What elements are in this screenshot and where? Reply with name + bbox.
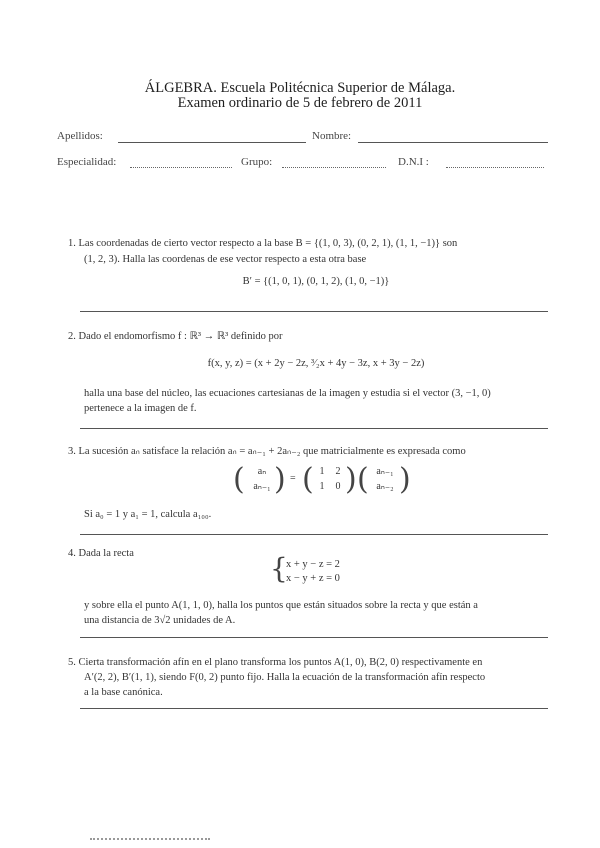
question-2-divider xyxy=(80,428,548,429)
question-3-line-1: 3. La sucesión aₙ satisface la relación aₙ = aₙ₋₁ + 2aₙ₋₂ que matricialmente es expresada como xyxy=(68,446,466,457)
especialidad-label: Especialidad: xyxy=(57,156,117,168)
rhs-top: aₙ₋₁ xyxy=(376,466,394,477)
dni-label: D.N.I : xyxy=(398,156,429,168)
left-paren-3: ( xyxy=(357,462,369,497)
question-1-line-2: (1, 2, 3). Halla las coordenas de ese vector respecto a esta otra base xyxy=(84,254,367,265)
equals-sign: = xyxy=(290,473,296,484)
question-1-formula: B′ = {(1, 0, 1), (0, 1, 2), (1, 0, −1)} xyxy=(242,276,390,287)
exam-title: ÁLGEBRA. Escuela Politécnica Superior de Málaga. xyxy=(144,80,456,96)
question-3-line-2: Si a₀ = 1 y a₁ = 1, calcula a₁₀₀. xyxy=(84,509,212,520)
matrix-cell-21: 1 xyxy=(319,481,325,492)
matrix-cell-12: 2 xyxy=(335,466,341,477)
question-5-line-2: A′(2, 2), B′(1, 1), siendo F(0, 2) punto fijo. Halla la ecuación de la transformación afín respecto xyxy=(84,672,486,683)
especialidad-field[interactable] xyxy=(130,167,232,168)
system-brace: { xyxy=(270,552,288,585)
dni-field[interactable] xyxy=(446,167,544,168)
footer-scan-artifact xyxy=(90,838,210,840)
question-5-divider xyxy=(80,708,548,709)
nombre-label: Nombre: xyxy=(312,130,352,142)
left-paren-2: ( xyxy=(302,462,314,497)
question-4-divider xyxy=(80,637,548,638)
question-1-line-1: 1. Las coordenadas de cierto vector respecto a la base B = {(1, 0, 3), (0, 2, 1), (1, 1, −1)} son xyxy=(68,238,458,249)
system-equation-2: x − y + z = 0 xyxy=(286,573,340,584)
question-3-divider xyxy=(80,534,548,535)
matrix-cell-22: 0 xyxy=(335,481,341,492)
system-equation-1: x + y − z = 2 xyxy=(286,559,340,570)
question-2-line-2: halla una base del núcleo, las ecuaciones cartesianas de la imagen y estudia si el vector (3, −1, 0) xyxy=(84,388,491,399)
grupo-field[interactable] xyxy=(282,167,386,168)
right-paren-3: ) xyxy=(399,462,411,497)
right-paren-1: ) xyxy=(274,462,286,497)
question-1-divider xyxy=(80,311,548,312)
apellidos-label: Apellidos: xyxy=(57,130,103,142)
exam-subtitle: Examen ordinario de 5 de febrero de 2011 xyxy=(177,95,423,111)
lhs-bottom: aₙ₋₁ xyxy=(253,481,271,492)
left-paren-1: ( xyxy=(233,462,245,497)
question-2-line-1: 2. Dado el endomorfismo f : ℝ³ → ℝ³ definido por xyxy=(68,331,283,342)
question-4-line-2: y sobre ella el punto A(1, 1, 0), halla los puntos que están situados sobre la recta y que están a xyxy=(84,600,478,611)
lhs-top: aₙ xyxy=(257,466,267,477)
question-4-line-1: 4. Dada la recta xyxy=(68,548,134,559)
nombre-field[interactable] xyxy=(358,142,548,143)
apellidos-field[interactable] xyxy=(118,142,306,143)
grupo-label: Grupo: xyxy=(241,156,273,168)
rhs-bottom: aₙ₋₂ xyxy=(376,481,394,492)
right-paren-2: ) xyxy=(345,462,357,497)
question-2-formula: f(x, y, z) = (x + 2y − 2z, ³⁄₂x + 4y − 3z, x + 3y − 2z) xyxy=(207,358,425,369)
question-5-line-3: a la base canónica. xyxy=(84,687,163,698)
question-2-line-3: pertenece a la imagen de f. xyxy=(84,403,197,414)
matrix-cell-11: 1 xyxy=(319,466,325,477)
question-5-line-1: 5. Cierta transformación afín en el plano transforma los puntos A(1, 0), B(2, 0) respectivamente en xyxy=(68,657,483,668)
question-4-line-3: una distancia de 3√2 unidades de A. xyxy=(84,615,236,626)
